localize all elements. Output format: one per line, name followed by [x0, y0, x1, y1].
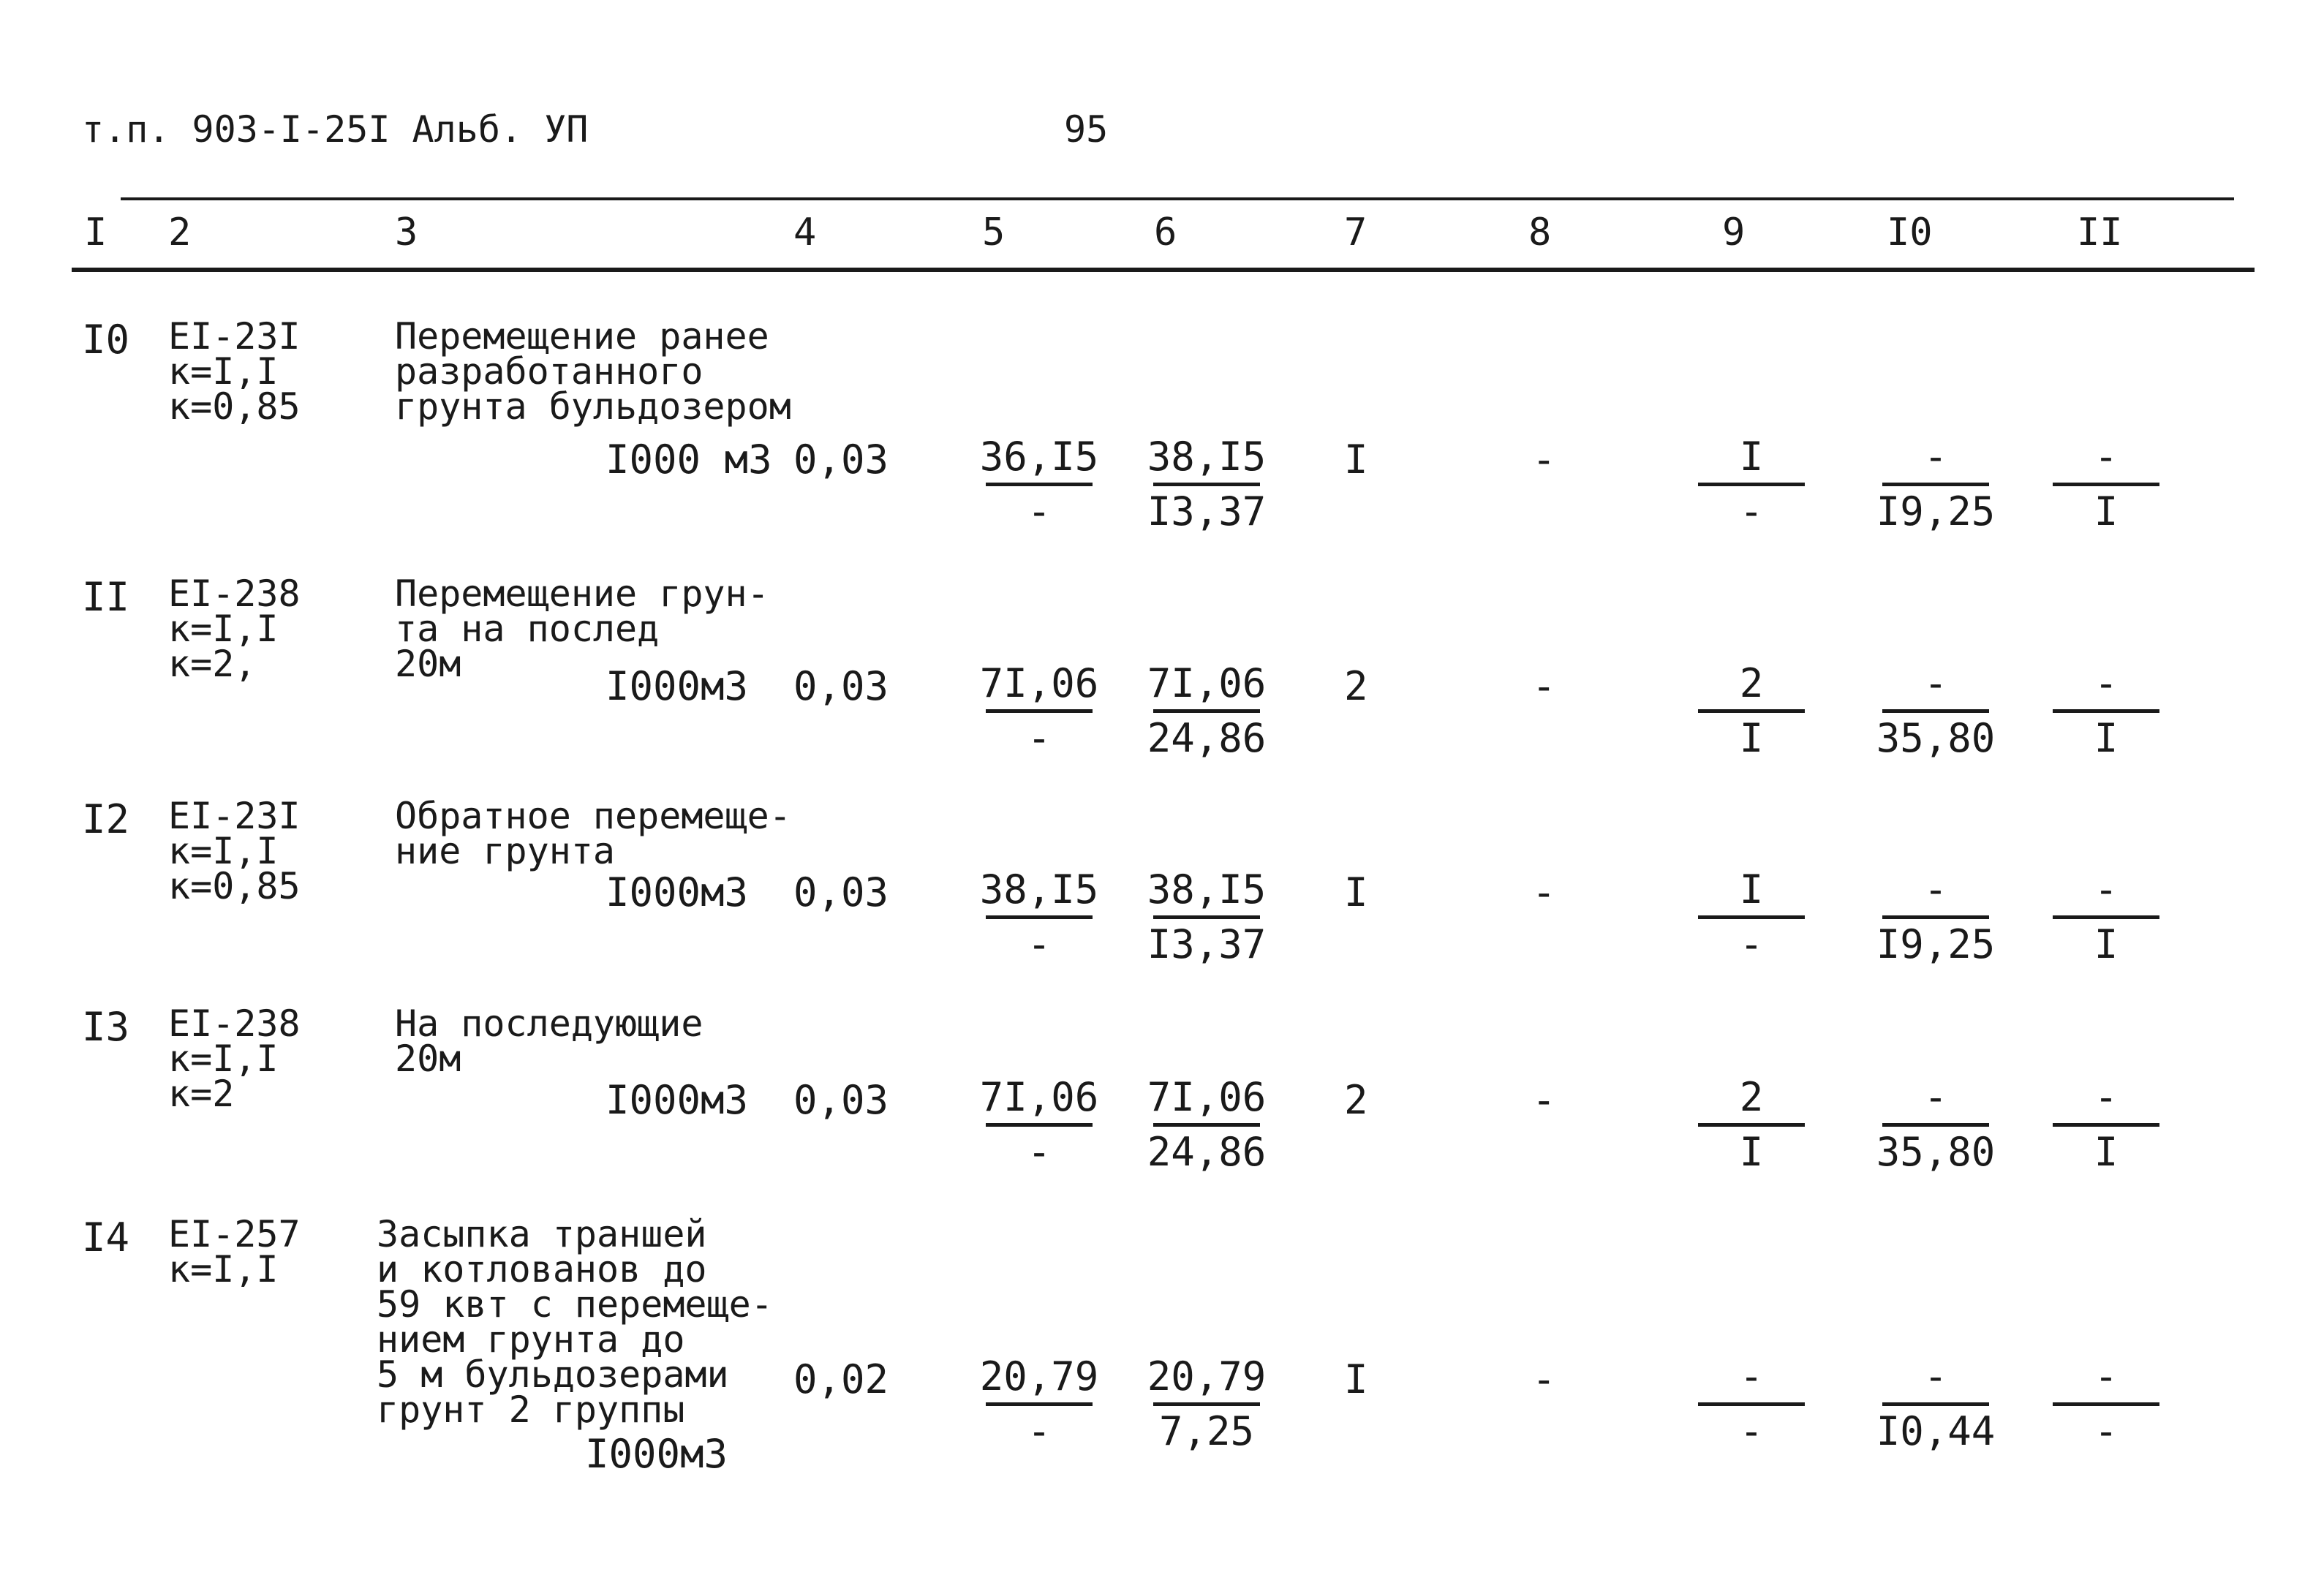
cost-fraction-col11: - I — [2044, 1078, 2168, 1175]
work-description: Перемещение грун- та на послед 20м — [395, 573, 769, 685]
rate-code: EI-238 к=I,I к=2 — [168, 1002, 301, 1115]
rate-code: EI-23I к=I,I к=0,85 — [168, 795, 301, 907]
cost-fraction-col9: - - — [1689, 1357, 1814, 1454]
column-header: I0 — [1887, 211, 1933, 254]
cost-fraction-col10: - I9,25 — [1876, 434, 1996, 534]
column-header: I — [84, 211, 107, 254]
column-header: 8 — [1528, 211, 1552, 254]
unit: I000 м3 — [605, 437, 772, 483]
col8-value: - — [1532, 437, 1556, 483]
quantity: 0,03 — [793, 869, 889, 915]
row-number: I4 — [82, 1214, 130, 1261]
work-description: Засыпка траншей и котлованов до 59 квт с перемеще- нием грунта до 5 м бульдозерами грунт 2 группы — [377, 1213, 773, 1431]
rate-code: EI-238 к=I,I к=2, — [168, 573, 301, 685]
column-header: 3 — [395, 211, 418, 254]
document-reference: т.п. 903-I-25I Альб. УП — [82, 108, 589, 151]
cost-fraction-col6: 7I,06 24,86 — [1147, 1074, 1267, 1175]
cost-fraction-col11: - I — [2044, 870, 2168, 967]
row-number: II — [82, 574, 130, 620]
col7-value: I — [1344, 437, 1368, 483]
cost-fraction-col10: - I9,25 — [1876, 866, 1996, 967]
cost-fraction-col6: 20,79 7,25 — [1147, 1353, 1267, 1454]
row-number: I2 — [82, 796, 130, 842]
unit: I000м3 — [605, 663, 749, 709]
col7-value: 2 — [1344, 663, 1368, 709]
column-header: 4 — [793, 211, 817, 254]
cost-fraction-col9: I - — [1689, 870, 1814, 967]
col7-value: I — [1344, 869, 1368, 915]
cost-fraction-col6: 38,I5 I3,37 — [1147, 866, 1267, 967]
work-description: На последующие 20м — [395, 1002, 703, 1080]
column-header: 5 — [982, 211, 1006, 254]
cost-fraction-col9: 2 I — [1689, 1078, 1814, 1175]
table-header-rule — [72, 268, 2255, 272]
quantity: 0,03 — [793, 437, 889, 483]
column-header: 9 — [1722, 211, 1746, 254]
cost-fraction-col10: - 35,80 — [1876, 660, 1996, 761]
row-number: I3 — [82, 1004, 130, 1050]
work-description: Перемещение ранее разработанного грунта бульдозером — [395, 315, 791, 428]
quantity: 0,03 — [793, 663, 889, 709]
col8-value: - — [1532, 663, 1556, 709]
page-number: 95 — [1064, 108, 1109, 151]
unit: I000м3 — [605, 869, 749, 915]
column-header: 7 — [1344, 211, 1367, 254]
cost-fraction-col5: 7I,06 - — [979, 660, 1099, 761]
cost-fraction-col11: - I — [2044, 664, 2168, 761]
row-number: I0 — [82, 317, 130, 363]
cost-fraction-col5: 36,I5 - — [979, 434, 1099, 534]
cost-fraction-col5: 38,I5 - — [979, 866, 1099, 967]
column-header: II — [2077, 211, 2123, 254]
cost-fraction-col5: 7I,06 - — [979, 1074, 1099, 1175]
col8-value: - — [1532, 1077, 1556, 1123]
quantity: 0,02 — [793, 1356, 889, 1402]
rate-code: EI-23I к=I,I к=0,85 — [168, 315, 301, 428]
unit: I000м3 — [585, 1431, 728, 1477]
column-header: 6 — [1154, 211, 1177, 254]
quantity: 0,03 — [793, 1077, 889, 1123]
work-description: Обратное перемеще- ние грунта — [395, 795, 791, 872]
cost-fraction-col11: - I — [2044, 437, 2168, 534]
unit: I000м3 — [605, 1077, 749, 1123]
cost-fraction-col9: 2 I — [1689, 664, 1814, 761]
cost-fraction-col10: - I0,44 — [1876, 1353, 1996, 1454]
cost-fraction-col5: 20,79 - — [979, 1353, 1099, 1454]
col8-value: - — [1532, 1356, 1556, 1402]
column-header: 2 — [168, 211, 192, 254]
cost-fraction-col10: - 35,80 — [1876, 1074, 1996, 1175]
col8-value: - — [1532, 869, 1556, 915]
cost-fraction-col11: - - — [2044, 1357, 2168, 1454]
cost-fraction-col6: 7I,06 24,86 — [1147, 660, 1267, 761]
table-top-rule — [121, 197, 2234, 200]
rate-code: EI-257 к=I,I — [168, 1213, 301, 1291]
col7-value: I — [1344, 1356, 1368, 1402]
col7-value: 2 — [1344, 1077, 1368, 1123]
cost-fraction-col6: 38,I5 I3,37 — [1147, 434, 1267, 534]
cost-fraction-col9: I - — [1689, 437, 1814, 534]
